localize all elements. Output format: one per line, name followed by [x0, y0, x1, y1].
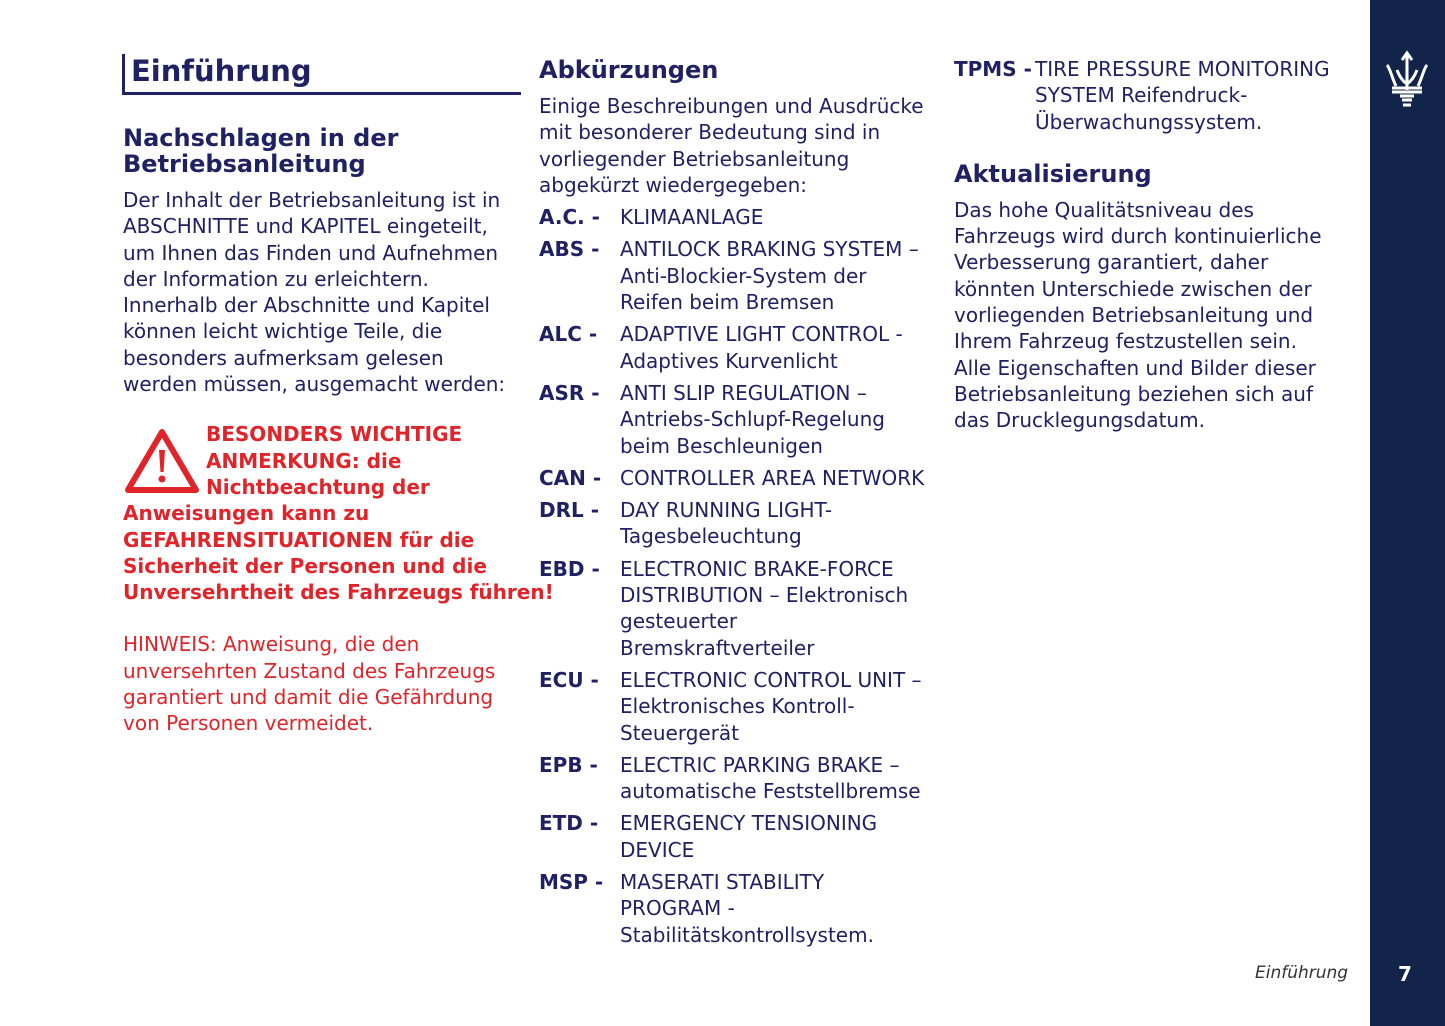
- text-line: PROGRAM -: [620, 896, 735, 921]
- text-line: Antriebs-Schlupf-Regelung: [620, 407, 885, 432]
- abbreviation-key: ABS -: [539, 237, 600, 262]
- abbreviation-description: [1035, 56, 1354, 135]
- text-line: Stabilitätskontrollsystem.: [620, 922, 874, 947]
- page-title: Einführung: [122, 54, 521, 95]
- abbreviation-entry: [539, 869, 939, 948]
- text-line: CONTROLLER AREA NETWORK: [620, 465, 925, 490]
- abbreviation-description: [620, 465, 939, 491]
- text-line: automatische Feststellbremse: [620, 779, 921, 804]
- maserati-trident-icon: [1382, 50, 1432, 110]
- text-line: DISTRIBUTION – Elektronisch: [620, 583, 909, 608]
- abbreviation-key: ASR -: [539, 380, 600, 405]
- text-line: Tagesbeleuchtung: [620, 524, 802, 549]
- text-line: ELECTRONIC CONTROL UNIT –: [620, 667, 922, 692]
- text-line: Betriebsanleitung: [123, 150, 366, 178]
- text-line: Einige Beschreibungen und Ausdrücke: [539, 94, 924, 118]
- text-line: können leicht wichtige Teile, die: [123, 319, 443, 344]
- abbreviation-description: [620, 236, 939, 315]
- text-line: ABSCHNITTE und KAPITEL eingeteilt,: [123, 214, 488, 239]
- update-paragraph: [954, 197, 1354, 434]
- text-line: vorliegender Betriebsanleitung: [539, 146, 850, 171]
- abbreviation-key: MSP -: [539, 870, 604, 895]
- abbreviation-key: ETD -: [539, 811, 599, 836]
- text-line: ELECTRONIC BRAKE-FORCE: [620, 556, 894, 581]
- abbreviation-entry: [539, 752, 939, 805]
- text-line: garantiert und damit die Gefährdung: [123, 685, 494, 710]
- abbreviation-description: [620, 810, 939, 863]
- note-text: [123, 631, 518, 736]
- abbreviation-key: EPB -: [539, 752, 598, 777]
- text-line: Ihrem Fahrzeug festzustellen sein.: [954, 329, 1297, 354]
- text-line: ANTILOCK BRAKING SYSTEM –: [620, 237, 919, 262]
- abbreviation-key: TPMS -: [954, 57, 1032, 81]
- abbreviation-description: [620, 556, 939, 661]
- abbreviation-description: [620, 204, 939, 230]
- text-line: Das hohe Qualitätsniveau des: [954, 197, 1254, 222]
- intro-paragraph: [123, 187, 518, 397]
- abbreviation-key: A.C. -: [539, 205, 600, 230]
- page-number: 7: [1398, 962, 1412, 986]
- text-line: Anweisungen kann zu: [123, 501, 370, 526]
- text-line: BESONDERS WICHTIGE: [206, 422, 463, 447]
- text-line: Nichtbeachtung der: [206, 474, 430, 499]
- text-line: Verbesserung garantiert, daher: [954, 250, 1269, 275]
- text-line: ELECTRIC PARKING BRAKE –: [620, 752, 900, 777]
- text-line: ANMERKUNG: die: [206, 448, 402, 473]
- text-line: DAY RUNNING LIGHT-: [620, 498, 833, 523]
- text-line: TIRE PRESSURE MONITORING: [1035, 57, 1330, 81]
- text-line: Elektronisches Kontroll-: [620, 694, 855, 719]
- abbreviation-entry: [539, 465, 939, 491]
- text-line: ADAPTIVE LIGHT CONTROL -: [620, 322, 903, 347]
- text-line: Reifen beim Bremsen: [620, 290, 835, 315]
- text-line: Adaptives Kurvenlicht: [620, 348, 838, 373]
- text-line: beim Beschleunigen: [620, 433, 823, 458]
- abbreviation-entry: [539, 497, 939, 550]
- abbreviation-key: ALC -: [539, 322, 598, 347]
- text-line: mit besonderer Bedeutung sind in: [539, 120, 881, 145]
- abbreviation-entry: [954, 56, 1354, 135]
- text-line: gesteuerter: [620, 609, 738, 634]
- abbreviation-key: ECU -: [539, 667, 599, 692]
- abbreviation-description: [620, 869, 939, 948]
- text-line: Betriebsanleitung beziehen sich auf: [954, 381, 1314, 406]
- text-line: Der Inhalt der Betriebsanleitung ist in: [123, 188, 501, 212]
- abbreviation-entry: [539, 556, 939, 661]
- abbreviation-description: [620, 380, 939, 459]
- text-line: werden müssen, ausgemacht werden:: [123, 372, 506, 397]
- sidebar-band: [1370, 0, 1445, 1026]
- abbreviation-list: [539, 204, 939, 948]
- text-line: EMERGENCY TENSIONING: [620, 811, 878, 836]
- column-2: [539, 57, 939, 954]
- abbreviations-heading: Abkürzungen: [539, 56, 719, 84]
- text-line: ANTI SLIP REGULATION –: [620, 380, 867, 405]
- text-line: DEVICE: [620, 837, 695, 862]
- footer-section-label: Einführung: [1255, 963, 1349, 983]
- abbreviation-key: CAN -: [539, 465, 602, 490]
- text-line: könnten Unterschiede zwischen der: [954, 276, 1312, 301]
- abbreviation-description: [620, 321, 939, 374]
- column-1: [123, 124, 554, 737]
- text-line: Anti-Blockier-System der: [620, 263, 867, 288]
- abbreviations-intro: [539, 93, 939, 198]
- text-line: Nachschlagen in der: [123, 124, 399, 152]
- text-line: von Personen vermeidet.: [123, 711, 374, 736]
- text-line: HINWEIS: Anweisung, die den: [123, 632, 420, 657]
- warning-block: [123, 421, 554, 605]
- abbreviation-entry: [539, 667, 939, 746]
- text-line: Fahrzeugs wird durch kontinuierliche: [954, 224, 1322, 249]
- abbreviation-entry: [539, 321, 939, 374]
- abbreviation-key: EBD -: [539, 556, 600, 581]
- text-line: besonders aufmerksam gelesen: [123, 345, 444, 370]
- text-line: Alle Eigenschaften und Bilder dieser: [954, 355, 1316, 380]
- text-line: Innerhalb der Abschnitte und Kapitel: [123, 293, 490, 318]
- update-heading: Aktualisierung: [954, 159, 1152, 188]
- text-line: SYSTEM Reifendruck-: [1035, 83, 1248, 108]
- text-line: abgekürzt wiedergegeben:: [539, 172, 808, 197]
- abbreviation-key: DRL -: [539, 498, 600, 523]
- warning-triangle-icon: [124, 428, 200, 494]
- abbreviation-entry: [539, 204, 939, 230]
- text-line: das Drucklegungsdatum.: [954, 408, 1205, 433]
- text-line: Unversehrtheit des Fahrzeugs führen!: [123, 580, 554, 605]
- text-line: KLIMAANLAGE: [620, 205, 764, 230]
- text-line: um Ihnen das Finden und Aufnehmen: [123, 240, 499, 265]
- abbreviation-entry: [539, 236, 939, 315]
- abbreviation-description: [620, 497, 939, 550]
- text-line: Sicherheit der Personen und die: [123, 553, 487, 578]
- text-line: Bremskraftverteiler: [620, 635, 815, 660]
- abbreviation-entry: [539, 810, 939, 863]
- column-3: [954, 56, 1354, 434]
- text-line: vorliegenden Betriebsanleitung und: [954, 303, 1314, 328]
- abbreviation-description: [620, 667, 939, 746]
- text-line: Überwachungssystem.: [1035, 109, 1263, 134]
- text-line: der Information zu erleichtern.: [123, 266, 429, 291]
- text-line: MASERATI STABILITY: [620, 870, 825, 895]
- abbreviation-entry: [539, 380, 939, 459]
- text-line: GEFAHRENSITUATIONEN für die: [123, 527, 475, 552]
- section-heading: [123, 125, 518, 177]
- abbreviation-description: [620, 752, 939, 805]
- text-line: Steuergerät: [620, 720, 740, 745]
- text-line: unversehrten Zustand des Fahrzeugs: [123, 658, 496, 683]
